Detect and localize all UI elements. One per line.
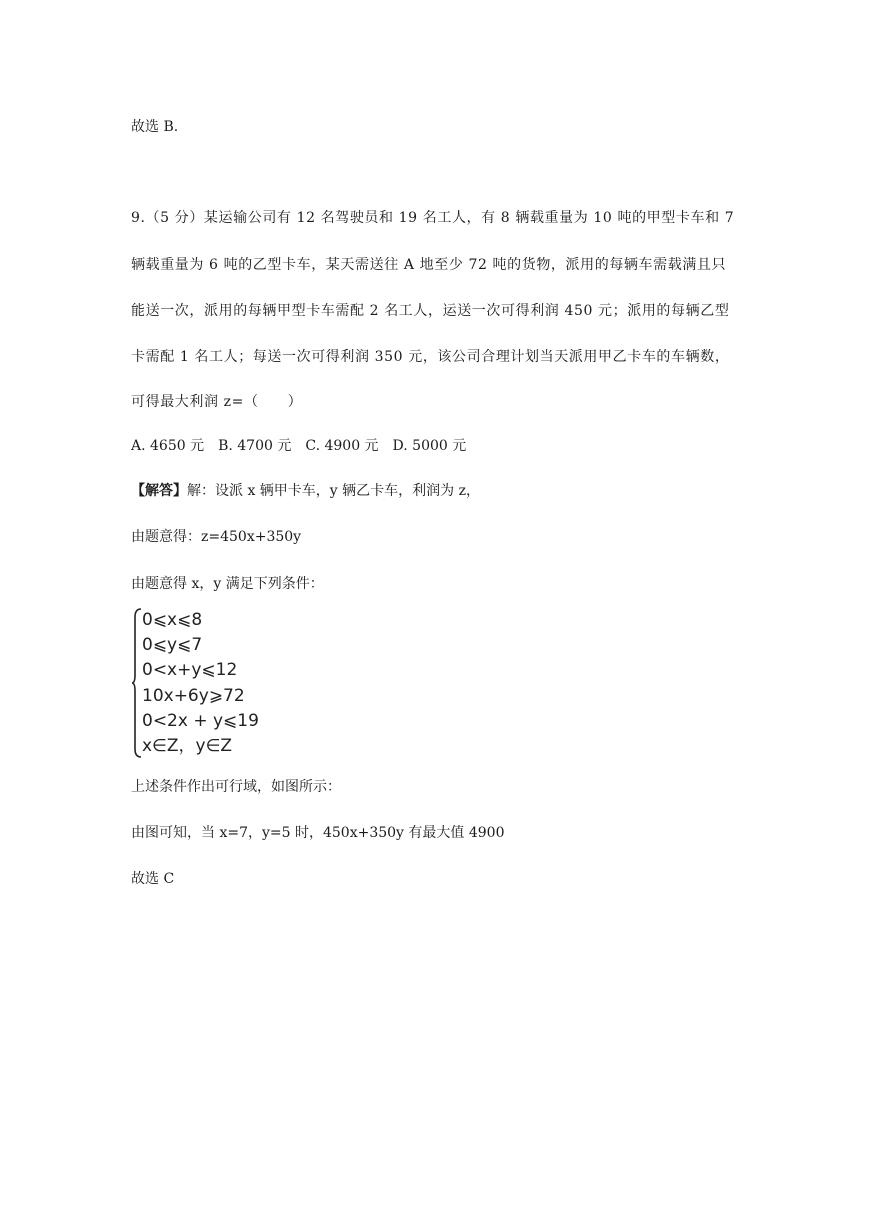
constraint-1: 0⩽x⩽8	[142, 610, 203, 630]
solution-tag: 【解答】	[131, 483, 187, 499]
solution-intro-text: 解：设派 x 辆甲卡车，y 辆乙卡车，利润为 z，	[187, 483, 480, 499]
answer-options: A. 4650 元 B. 4700 元 C. 4900 元 D. 5000 元	[131, 438, 467, 454]
question-line-5: 可得最大利润 z=（ ）	[131, 394, 303, 410]
constraint-2: 0⩽y⩽7	[142, 635, 203, 655]
question-line-4: 卡需配 1 名工人；每送一次可得利润 350 元，该公司合理计划当天派用甲乙卡车的车辆数，	[131, 349, 730, 365]
previous-answer: 故选 B.	[131, 119, 179, 135]
question-line-2: 辆载重量为 6 吨的乙型卡车，某天需送往 A 地至少 72 吨的货物，派用的每辆车需载满且只	[131, 257, 727, 273]
constraint-4: 10x+6y⩾72	[142, 686, 245, 706]
constraint-system	[131, 607, 311, 759]
objective-function: 由题意得：z=450x+350y	[131, 529, 302, 545]
constraint-3: 0<x+y⩽12	[142, 660, 238, 680]
conditions-intro: 由题意得 x，y 满足下列条件：	[131, 576, 324, 592]
final-answer: 故选 C	[131, 871, 175, 887]
constraint-6: x∈Z，y∈Z	[142, 736, 233, 756]
solution-intro	[131, 481, 480, 501]
question-line-3: 能送一次，派用的每辆甲型卡车需配 2 名工人，运送一次可得利润 450 元；派用的每辆乙型	[131, 303, 730, 319]
feasible-region-note: 上述条件作出可行域，如图所示：	[131, 779, 341, 795]
question-line-1: 9.（5 分）某运输公司有 12 名驾驶员和 19 名工人，有 8 辆载重量为 10 吨的甲型卡车和 7	[131, 210, 735, 226]
constraint-5: 0<2x + y⩽19	[142, 711, 259, 731]
conclusion: 由图可知，当 x=7，y=5 时，450x+350y 有最大值 4900	[131, 825, 505, 841]
